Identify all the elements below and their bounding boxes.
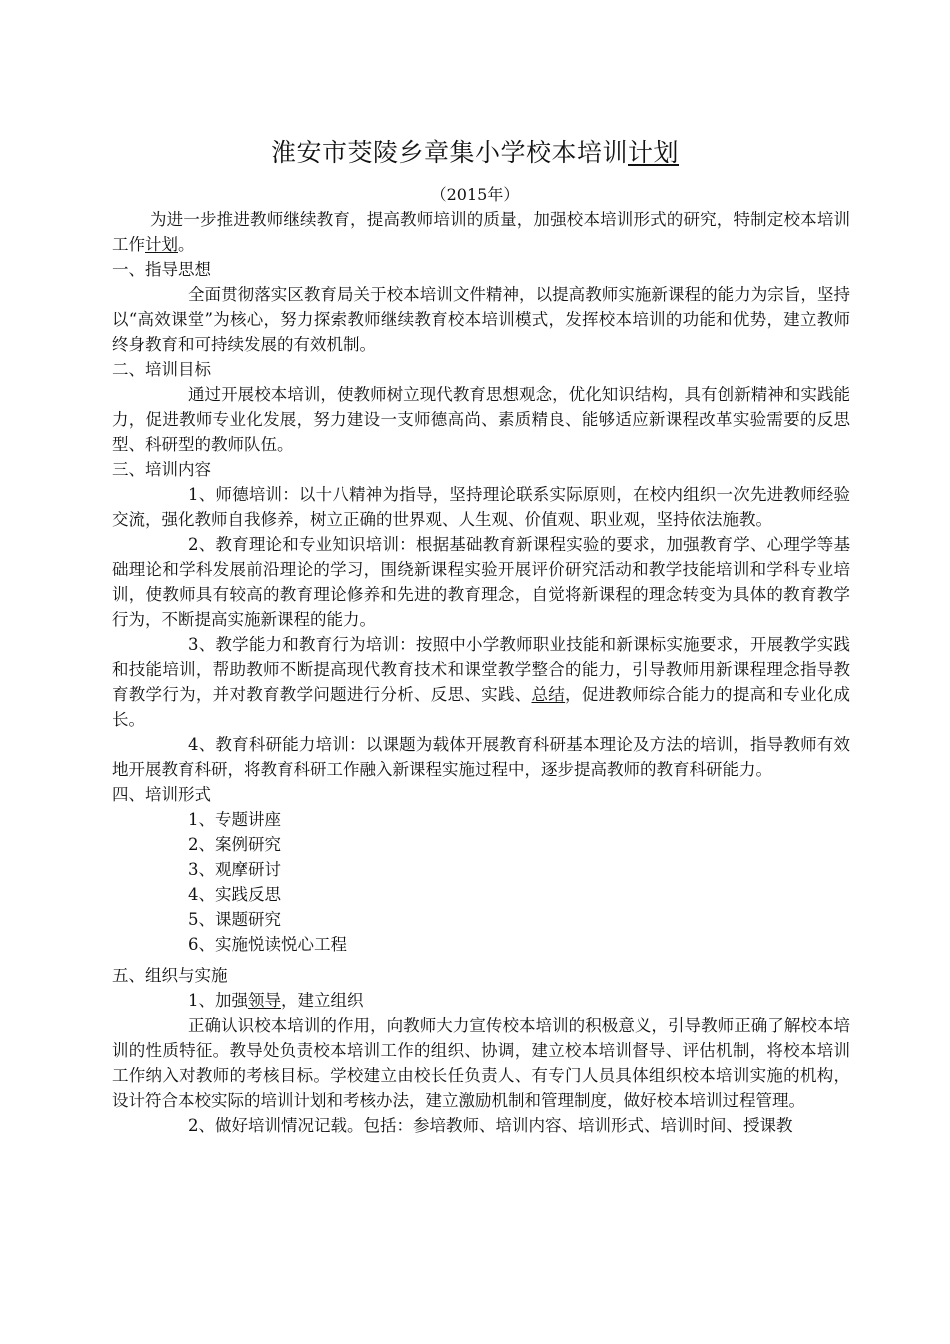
document-year: （2015年） (430, 185, 520, 204)
section-4-heading: 四、培训形式 (112, 785, 211, 804)
intro-paragraph (112, 207, 850, 257)
list-item: 3、观摩研讨 (188, 860, 281, 879)
document-body (112, 207, 850, 1138)
leadership-link[interactable]: 领导 (248, 991, 281, 1010)
section-2-body: 通过开展校本培训，使教师树立现代教育思想观念，优化知识结构，具有创新精神和实践能力，促进教师专业化发展，努力建设一支师德高尚、素质精良、能够适应新课程改革实验需要的反思型、科研型的教师队伍。 (112, 385, 850, 454)
section-5-body-2: 2、做好培训情况记载。包括：参培教师、培训内容、培训形式、培训时间、授课教 (188, 1116, 793, 1135)
section-5-heading: 五、组织与实施 (112, 966, 228, 985)
list-item: 2、案例研究 (188, 835, 281, 854)
intro-text: 为进一步推进教师继续教育，提高教师培训的质量，加强校本培训形式的研究，特制定校本培训工作 (112, 210, 850, 254)
section-3-item-1: 1、师德培训：以十八精神为指导，坚持理论联系实际原则，在校内组织一次先进教师经验交流，强化教师自我修养，树立正确的世界观、人生观、价值观、职业观，坚持依法施教。 (112, 485, 850, 529)
section-3-item-3 (112, 632, 850, 732)
item-3-text: 3、教学能力和教育行为培训：按照中小学教师职业技能和新课标实施要求，开展教学实践和技能培训，帮助教师不断提高现代教育技术和课堂教学整合的能力，引导教师用新课程理念指导教育教学行为，并对教育教学问题进行分析、反思、实践、 (112, 635, 850, 704)
subheading-text-end: ，建立组织 (281, 991, 364, 1010)
list-item: 1、专题讲座 (188, 810, 281, 829)
section-3-item-4: 4、教育科研能力培训：以课题为载体开展教育科研基本理论及方法的培训，指导教师有效地开展教育科研，将教育科研工作融入新课程实施过程中，逐步提高教师的教育科研能力。 (112, 735, 850, 779)
section-5-body-1: 正确认识校本培训的作用，向教师大力宣传校本培训的积极意义，引导教师正确了解校本培训的性质特征。教导处负责校本培训工作的组织、协调，建立校本培训督导、评估机制，将校本培训工作纳入对教师的考核目标。学校建立由校长任负责人、有专门人员具体组织校本培训实施的机构，设计符合本校实际的培训计划和考核办法，建立激励机制和管理制度，做好校本培训过程管理。 (112, 1016, 850, 1110)
list-item: 5、课题研究 (188, 910, 281, 929)
section-2-heading: 二、培训目标 (112, 360, 211, 379)
section-1-body: 全面贯彻落实区教育局关于校本培训文件精神，以提高教师实施新课程的能力为宗旨，坚持以“高效课堂”为核心，努力探索教师继续教育校本培训模式，发挥校本培训的功能和优势，建立教师终身教育和可持续发展的有效机制。 (112, 285, 850, 354)
section-3-item-2: 2、教育理论和专业知识培训：根据基础教育新课程实验的要求，加强教育学、心理学等基础理论和学科发展前沿理论的学习，围绕新课程实验开展评价研究活动和教学技能培训和学科专业培训，使教师具有较高的教育理论修养和先进的教育理念，自觉将新课程的理念转变为具体的教育教学行为，不断提高实施新课程的能力。 (112, 535, 850, 629)
section-5-subheading-1 (112, 988, 850, 1013)
list-item: 6、实施悦读悦心工程 (188, 935, 347, 954)
section-3-heading: 三、培训内容 (112, 460, 211, 479)
title-main: 淮安市茭陵乡章集小学校本培训 (270, 138, 628, 167)
intro-plan-link[interactable]: 计划 (145, 235, 178, 254)
intro-end: 。 (178, 235, 195, 254)
subheading-text: 1、加强 (188, 991, 248, 1010)
title-plan-link[interactable]: 计划 (628, 138, 680, 167)
list-item: 4、实践反思 (188, 885, 281, 904)
document-title (0, 133, 950, 169)
item-3-text-end: ，促进教师综合能力的提高和专业化成长。 (112, 685, 851, 729)
section-1-heading: 一、指导思想 (112, 260, 211, 279)
section-4-list (112, 807, 850, 957)
summary-link[interactable]: 总结 (531, 685, 566, 704)
